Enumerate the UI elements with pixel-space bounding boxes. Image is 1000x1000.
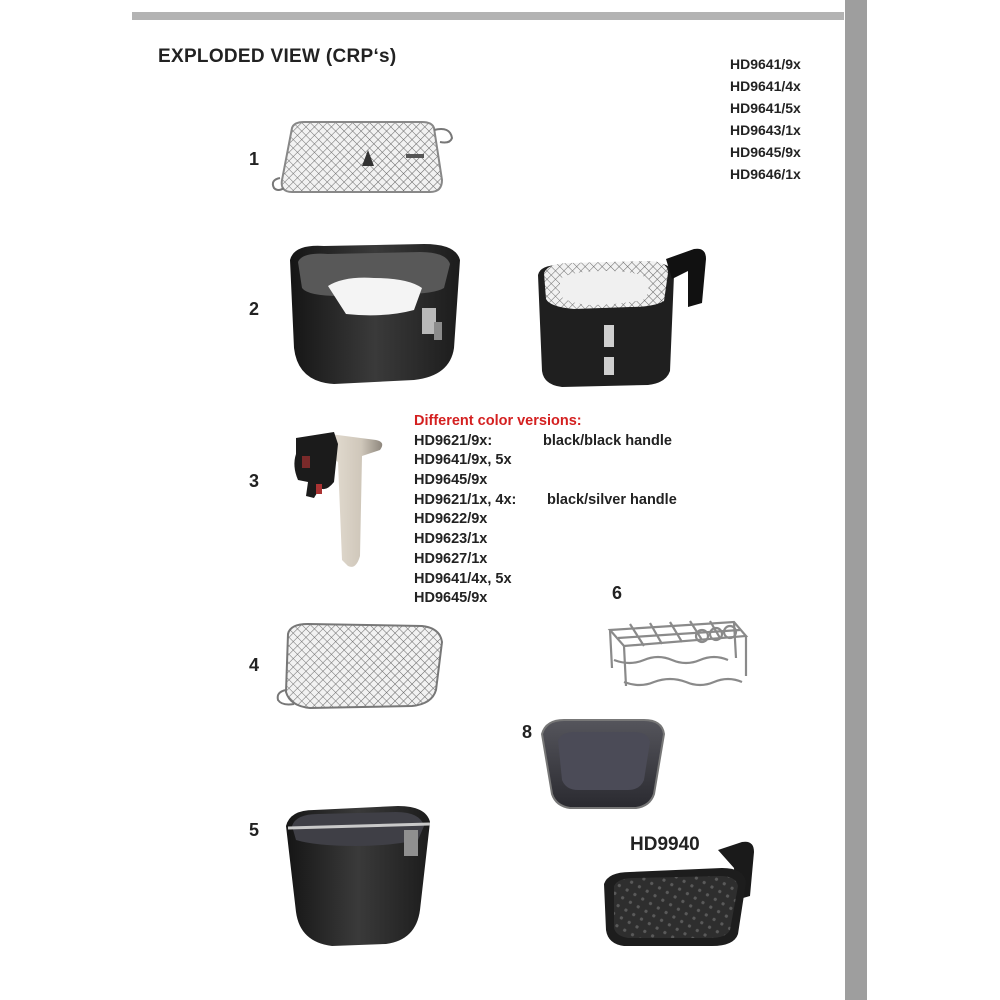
color-version-row <box>414 530 582 550</box>
color-version-row <box>414 471 582 491</box>
model-item: HD9641/4x <box>730 78 801 94</box>
color-version-model: HD9641/4x, 5x <box>414 570 512 587</box>
color-version-model: HD9621/9x: <box>414 432 493 449</box>
color-versions-heading: Different color versions: <box>414 413 582 429</box>
page-title: EXPLODED VIEW (CRP‘s) <box>158 46 397 67</box>
color-version-row <box>414 432 672 452</box>
assembled-basket-image <box>530 245 710 390</box>
mesh-grid-image <box>272 620 452 712</box>
model-item: HD9643/1x <box>730 122 801 138</box>
part-number-3: 3 <box>249 471 260 491</box>
color-version-desc: black/black handle <box>543 432 672 449</box>
grill-pan-image <box>600 838 760 950</box>
color-version-model: HD9641/9x, 5x <box>414 452 512 469</box>
mesh-insert-image <box>272 118 457 196</box>
part-number-2: 2 <box>249 299 260 319</box>
model-item: HD9641/5x <box>730 100 801 116</box>
part-number-6: 6 <box>612 583 623 603</box>
color-version-row <box>414 570 582 590</box>
color-version-model: HD9623/1x <box>414 531 488 548</box>
color-version-model: HD9622/9x <box>414 511 488 528</box>
color-version-model: HD9621/1x, 4x: <box>414 491 517 508</box>
part-number-4: 4 <box>249 655 260 675</box>
color-version-row <box>414 550 582 570</box>
color-versions <box>414 412 677 609</box>
color-version-row <box>414 589 582 609</box>
accessory-model-label: HD9940 <box>630 834 700 855</box>
color-version-row <box>414 510 582 530</box>
part-number-1: 1 <box>249 149 260 169</box>
color-version-model: HD9645/9x <box>414 590 488 607</box>
part-number-5: 5 <box>249 820 260 840</box>
model-list <box>730 53 801 185</box>
model-item: HD9641/9x <box>730 56 801 72</box>
color-version-model: HD9627/1x <box>414 550 488 567</box>
color-version-model: HD9645/9x <box>414 472 488 489</box>
double-rack-image <box>600 602 750 702</box>
color-version-row <box>414 451 582 471</box>
part-number-8: 8 <box>522 722 533 742</box>
basket-shell-image <box>284 238 464 388</box>
model-item: HD9645/9x <box>730 144 801 160</box>
color-version-row <box>414 491 677 511</box>
right-border-bar <box>845 0 867 1000</box>
baking-pan-image <box>538 714 668 814</box>
model-item: HD9646/1x <box>730 166 801 182</box>
basket-handle-image <box>290 426 390 571</box>
color-version-desc: black/silver handle <box>547 491 677 508</box>
top-border-bar <box>132 12 844 20</box>
pan-basket-image <box>280 800 435 950</box>
